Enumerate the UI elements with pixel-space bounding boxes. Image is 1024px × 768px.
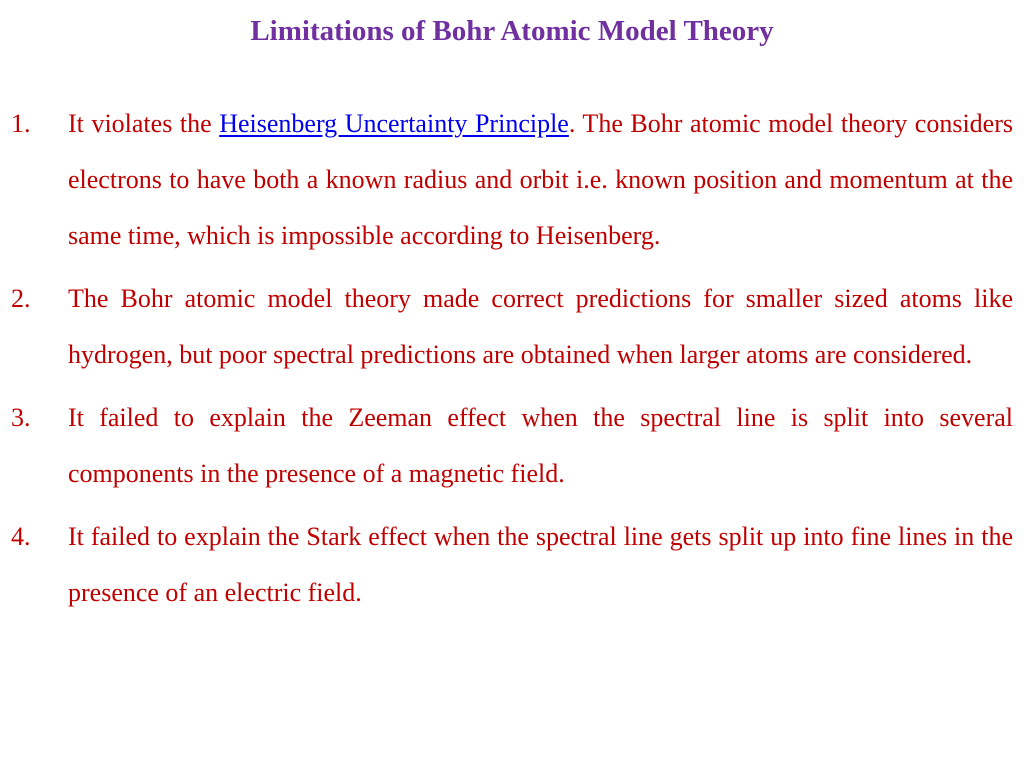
text-segment: . The Bohr atomic model theory considers electrons to have both a known radius and orbit i.e. known position and momentum at the same time, which is impossible according to Heisenberg. xyxy=(68,109,1014,250)
list-item-text: It failed to explain the Zeeman effect when the spectral line is split into several components in the presence of a magnetic field. xyxy=(68,403,1013,488)
list-item-text: The Bohr atomic model theory made correct predictions for smaller sized atoms like hydrogen, but poor spectral predictions are obtained when larger atoms are considered. xyxy=(68,284,1013,369)
list-number: 3. xyxy=(11,403,31,432)
list-item-text xyxy=(68,96,1013,264)
list-number: 2. xyxy=(11,284,31,313)
page-title: Limitations of Bohr Atomic Model Theory xyxy=(250,15,774,47)
list-item-4 xyxy=(0,509,1024,621)
limitations-list xyxy=(0,96,1024,628)
list-item-text: It failed to explain the Stark effect when the spectral line gets split up into fine lines in the presence of an electric field. xyxy=(68,522,1013,607)
list-number: 1. xyxy=(11,109,31,138)
text-segment: It violates the xyxy=(68,109,220,138)
list-number: 4. xyxy=(11,522,31,551)
heisenberg-principle-link[interactable]: Heisenberg Uncertainty Principle xyxy=(219,109,569,138)
list-item-3 xyxy=(0,390,1024,502)
list-item-1 xyxy=(0,96,1024,264)
list-item-2 xyxy=(0,271,1024,383)
